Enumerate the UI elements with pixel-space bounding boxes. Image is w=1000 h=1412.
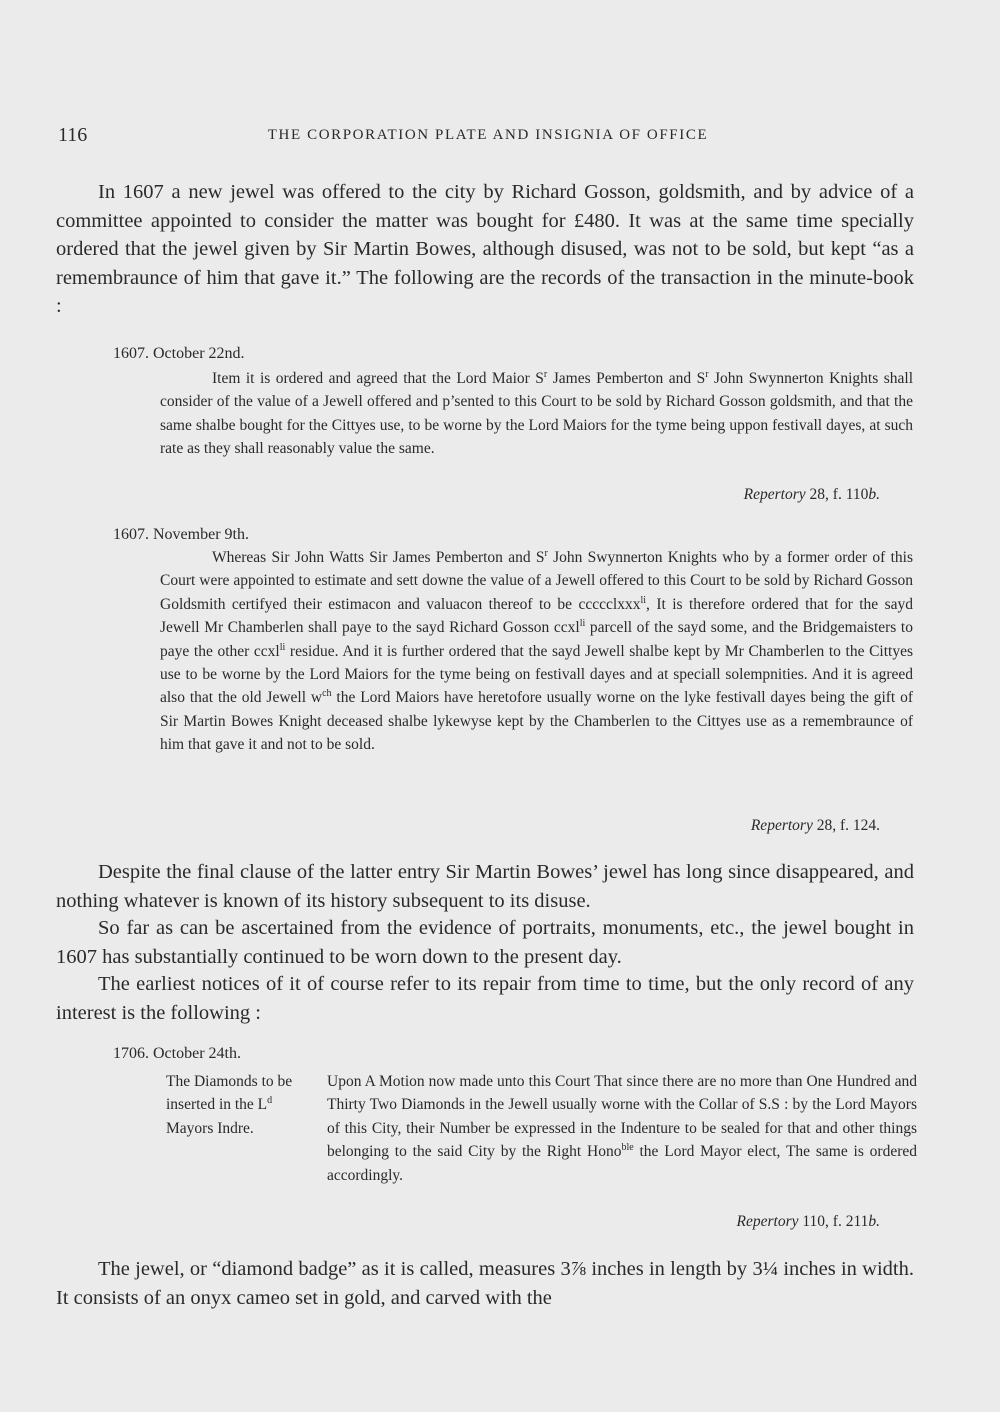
marginal-note-diamonds: The Diamonds to be inserted in the $L^d$ Mayors Indre.: [166, 1073, 293, 1137]
minute-entry-1706-oct: Upon A Motion now made unto this Court That since there are no more than One Hundred and Thirty Two Diamonds in the Jewell usually worne with the Collar of S.S : by the Lord Mayors of this City, their Number be expressed in the Indenture to be sealed for that and other things belonging to the said City by the Right Hono$^{ble}$ the Lord Mayor elect, The same is ordered accordingly.: [327, 1073, 917, 1184]
paragraph-portraits: So far as can be ascertained from the evidence of portraits, monuments, etc., the jewel bought in 1607 has substantially continued to be worn down to the present day.: [56, 917, 914, 968]
paragraph-diamond-badge: The jewel, or “diamond badge” as it is called, measures 3⅞ inches in length by 3¼ inches in width. It consists of an onyx cameo set in gold, and carved with the: [56, 1258, 914, 1309]
entry-date-1706-oct: 1706. October 24th.: [113, 1045, 241, 1062]
minute-entry-1607-nov: Whereas Sir John Watts Sir James Pemberton and $S^r$ John Swynnerton Knights who by a former order of this Court were appointed to estimate and sett downe the value of a Jewell offered to this Court to be sold by Richard Gosson Goldsmith certifyed their estimacon and valuacon thereof to be ccccclxxx$^{li}$, It is therefore ordered that for the sayd Jewell Mr Chamberlen shall paye to the sayd Richard Gosson ccxl$^{li}$ parcell of the sayd some, and the Bridgemaisters to paye the other ccxl$^{li}$ residue. And it is further ordered that the sayd Jewell shalbe kept by Mr Chamberlen to the Cittyes use to be worne by the Lord Maiors for the tyme being on festivall dayes and at speciall solempnities. And it is agreed also that the old Jewell $w^{ch}$ the Lord Maiors have heretofore usually worne on the lyke festivall dayes being the gift of Sir Martin Bowes Knight deceased shalbe lykewyse kept by the Chamberlen to the Cittyes use as a remembraunce of him that gave it and not to be sold.: [160, 547, 914, 754]
citation-repertory-28-124: Repertory 28, f. 124.: [750, 817, 880, 834]
citation-repertory-110-211b: Repertory 110, f. 211b.: [736, 1213, 880, 1230]
paragraph-intro: In 1607 a new jewel was offered to the city by Richard Gosson, goldsmith, and by advice of a committee appointed to consider the matter was bought for £480. It was at the same time specially ordered that the jewel given by Sir Martin Bowes, although disused, was not to be sold, but kept “as a remembraunce of him that gave it.” The following are the records of the transaction in the minute-book :: [56, 181, 914, 317]
running-head: [58, 124, 918, 150]
paragraph-bowes-jewel: Despite the final clause of the latter entry Sir Martin Bowes’ jewel has long since disappeared, and nothing whatever is known of its history subsequent to its disuse.: [56, 861, 914, 912]
paragraph-earliest-notices: The earliest notices of it of course refer to its repair from time to time, but the only record of any interest is the following :: [56, 973, 914, 1024]
entry-date-1607-oct: 1607. October 22nd.: [113, 345, 245, 362]
page-number: 116: [58, 124, 88, 146]
minute-entry-1607-oct: Item it is ordered and agreed that the Lord Maior $S^r$ James Pemberton and $S^r$ John Swynnerton Knights shall consider of the value of a Jewell offered and p’sented to this Court to be sold by Richard Gosson goldsmith, and that the same shalbe bought for the Cittyes use, to be worne by the Lord Maiors for the tyme being uppon festivall dayes, at such rate as they shall reasonably value the same.: [160, 368, 913, 458]
running-title: THE CORPORATION PLATE AND INSIGNIA OF OFFICE: [267, 127, 709, 143]
citation-repertory-28-110b: Repertory 28, f. 110b.: [743, 486, 880, 503]
entry-date-1607-nov: 1607. November 9th.: [113, 526, 249, 543]
